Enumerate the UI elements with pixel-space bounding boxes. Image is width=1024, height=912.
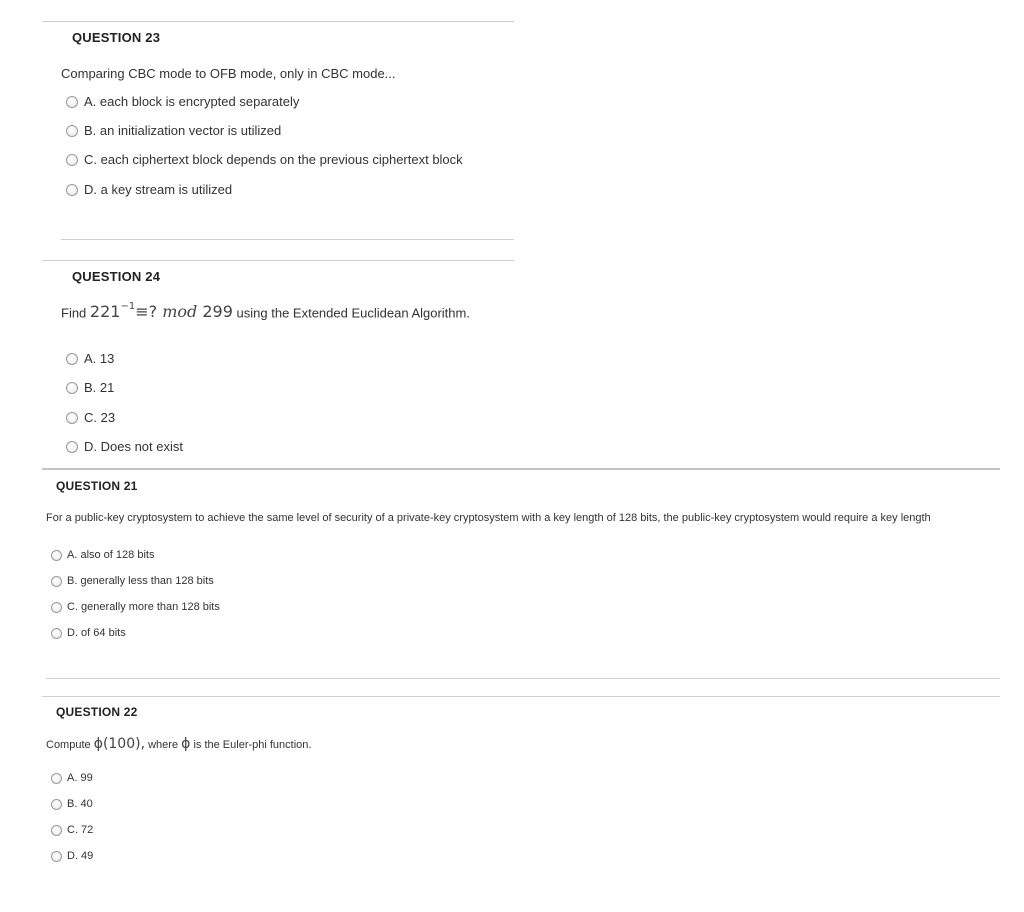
option-c[interactable] bbox=[51, 601, 220, 613]
question-text bbox=[46, 736, 311, 752]
option-label: C. each ciphertext block depends on the previous ciphertext block bbox=[84, 152, 463, 167]
option-a[interactable] bbox=[51, 549, 154, 561]
option-b[interactable] bbox=[51, 575, 214, 587]
divider bbox=[42, 21, 514, 22]
math-exponent: −1 bbox=[120, 301, 136, 312]
divider bbox=[42, 696, 1000, 697]
option-label: D. a key stream is utilized bbox=[84, 182, 233, 197]
option-a[interactable] bbox=[51, 772, 93, 784]
option-label: A. 13 bbox=[84, 351, 115, 366]
question-text: Comparing CBC mode to OFB mode, only in CBC mode... bbox=[61, 66, 396, 81]
option-label: A. 99 bbox=[67, 772, 93, 784]
option-a[interactable] bbox=[66, 351, 114, 366]
radio-button[interactable] bbox=[66, 154, 78, 166]
option-label: B. an initialization vector is utilized bbox=[84, 123, 282, 138]
option-label: D. of 64 bits bbox=[67, 627, 126, 639]
option-label: A. each block is encrypted separately bbox=[84, 94, 300, 109]
radio-button[interactable] bbox=[66, 96, 78, 108]
option-c[interactable] bbox=[66, 152, 463, 167]
radio-button[interactable] bbox=[66, 382, 78, 394]
divider bbox=[61, 239, 514, 240]
text-suffix: using the Extended Euclidean Algorithm. bbox=[236, 305, 470, 321]
option-label: C. 23 bbox=[84, 410, 116, 425]
radio-button[interactable] bbox=[66, 353, 78, 365]
option-label: C. 72 bbox=[67, 824, 94, 836]
divider bbox=[46, 678, 1000, 679]
radio-button[interactable] bbox=[51, 628, 62, 639]
option-b[interactable] bbox=[51, 798, 93, 810]
math-symbol: ϕ bbox=[181, 736, 191, 752]
option-a[interactable] bbox=[66, 94, 299, 109]
radio-button[interactable] bbox=[66, 125, 78, 137]
option-c[interactable] bbox=[66, 410, 115, 425]
math-mod: mod bbox=[162, 302, 198, 322]
text-prefix: Find bbox=[61, 305, 87, 321]
divider bbox=[42, 468, 1000, 470]
divider bbox=[42, 260, 514, 261]
text-prefix: Compute bbox=[46, 739, 91, 751]
radio-button[interactable] bbox=[66, 184, 78, 196]
question-title: QUESTION 23 bbox=[72, 30, 161, 45]
radio-button[interactable] bbox=[51, 851, 62, 862]
question-title: QUESTION 22 bbox=[56, 705, 138, 719]
math-modulus: 299 bbox=[202, 302, 233, 322]
radio-button[interactable] bbox=[66, 441, 78, 453]
option-b[interactable] bbox=[66, 123, 281, 138]
option-d[interactable] bbox=[66, 182, 232, 197]
radio-button[interactable] bbox=[66, 412, 78, 424]
option-d[interactable] bbox=[51, 850, 93, 862]
option-label: C. generally more than 128 bits bbox=[67, 601, 220, 613]
math-base: 221 bbox=[89, 302, 121, 322]
math-function: ϕ(100), bbox=[93, 736, 146, 752]
radio-button[interactable] bbox=[51, 773, 62, 784]
option-d[interactable] bbox=[66, 439, 183, 454]
radio-button[interactable] bbox=[51, 799, 62, 810]
text-mid: where bbox=[148, 739, 179, 751]
option-label: D. Does not exist bbox=[84, 439, 183, 454]
option-label: B. generally less than 128 bits bbox=[67, 575, 214, 587]
radio-button[interactable] bbox=[51, 550, 62, 561]
math-expression bbox=[90, 302, 233, 321]
radio-button[interactable] bbox=[51, 602, 62, 613]
question-title: QUESTION 24 bbox=[72, 269, 161, 284]
option-label: A. also of 128 bits bbox=[67, 549, 155, 561]
option-c[interactable] bbox=[51, 824, 93, 836]
option-label: B. 40 bbox=[67, 798, 93, 810]
text-suffix: is the Euler-phi function. bbox=[193, 739, 312, 751]
option-d[interactable] bbox=[51, 627, 126, 639]
radio-button[interactable] bbox=[51, 576, 62, 587]
question-text: For a public-key cryptosystem to achieve the same level of security of a private-key cryptosystem with a key length of 128 bits, the public-key cryptosystem would require a key length bbox=[46, 512, 931, 524]
option-label: D. 49 bbox=[67, 850, 94, 862]
math-relation: ≡? bbox=[135, 302, 158, 322]
question-title: QUESTION 21 bbox=[56, 479, 138, 493]
question-text bbox=[61, 303, 470, 322]
option-b[interactable] bbox=[66, 380, 114, 395]
option-label: B. 21 bbox=[84, 380, 115, 395]
radio-button[interactable] bbox=[51, 825, 62, 836]
